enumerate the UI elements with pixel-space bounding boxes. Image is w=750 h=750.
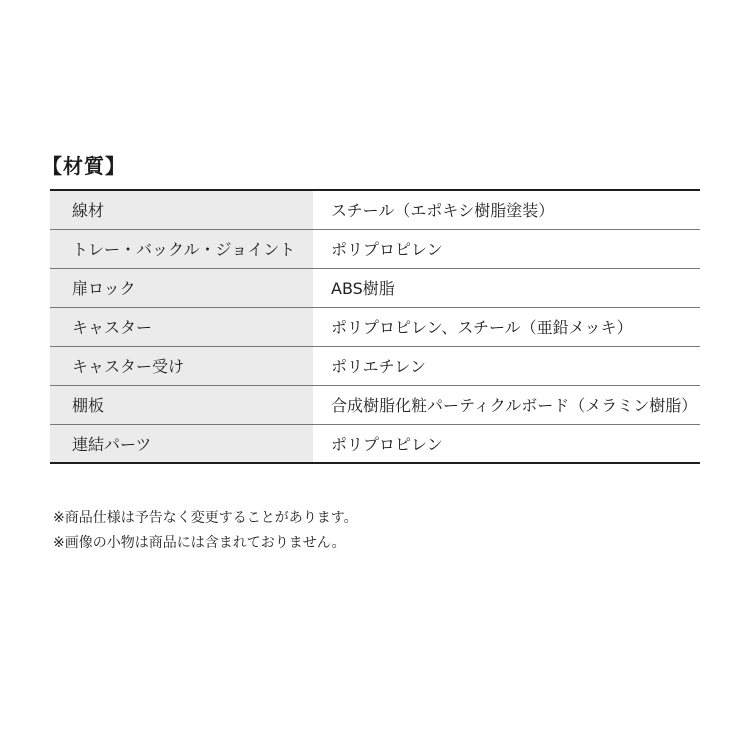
material-value: ポリプロピレン、スチール（亜鉛メッキ） <box>313 307 700 346</box>
note-props-not-included: ※画像の小物は商品には含まれておりません。 <box>53 535 346 551</box>
materials-table <box>50 189 700 464</box>
part-label: キャスター受け <box>50 346 313 385</box>
part-label: 棚板 <box>50 385 313 424</box>
part-label: 扉ロック <box>50 268 313 307</box>
part-label: 線材 <box>50 190 313 229</box>
material-value: ポリエチレン <box>313 346 700 385</box>
table-row <box>50 385 700 424</box>
part-label: 連結パーツ <box>50 424 313 463</box>
section-title: 【材質】 <box>42 154 126 178</box>
table-row <box>50 268 700 307</box>
table-row <box>50 190 700 229</box>
notes <box>53 506 358 556</box>
table-row <box>50 307 700 346</box>
table-row <box>50 346 700 385</box>
material-value: ABS樹脂 <box>313 268 700 307</box>
table-row <box>50 229 700 268</box>
material-value: 合成樹脂化粧パーティクルボード（メラミン樹脂） <box>313 385 700 424</box>
part-label: キャスター <box>50 307 313 346</box>
material-value: ポリプロピレン <box>331 434 443 454</box>
table-row <box>50 424 700 463</box>
material-value: ポリプロピレン <box>313 229 700 268</box>
note-spec-change: ※商品仕様は予告なく変更することがあります。 <box>53 510 358 526</box>
material-value: スチール（エポキシ樹脂塗装） <box>313 190 700 229</box>
part-label: トレー・バックル・ジョイント <box>50 229 313 268</box>
